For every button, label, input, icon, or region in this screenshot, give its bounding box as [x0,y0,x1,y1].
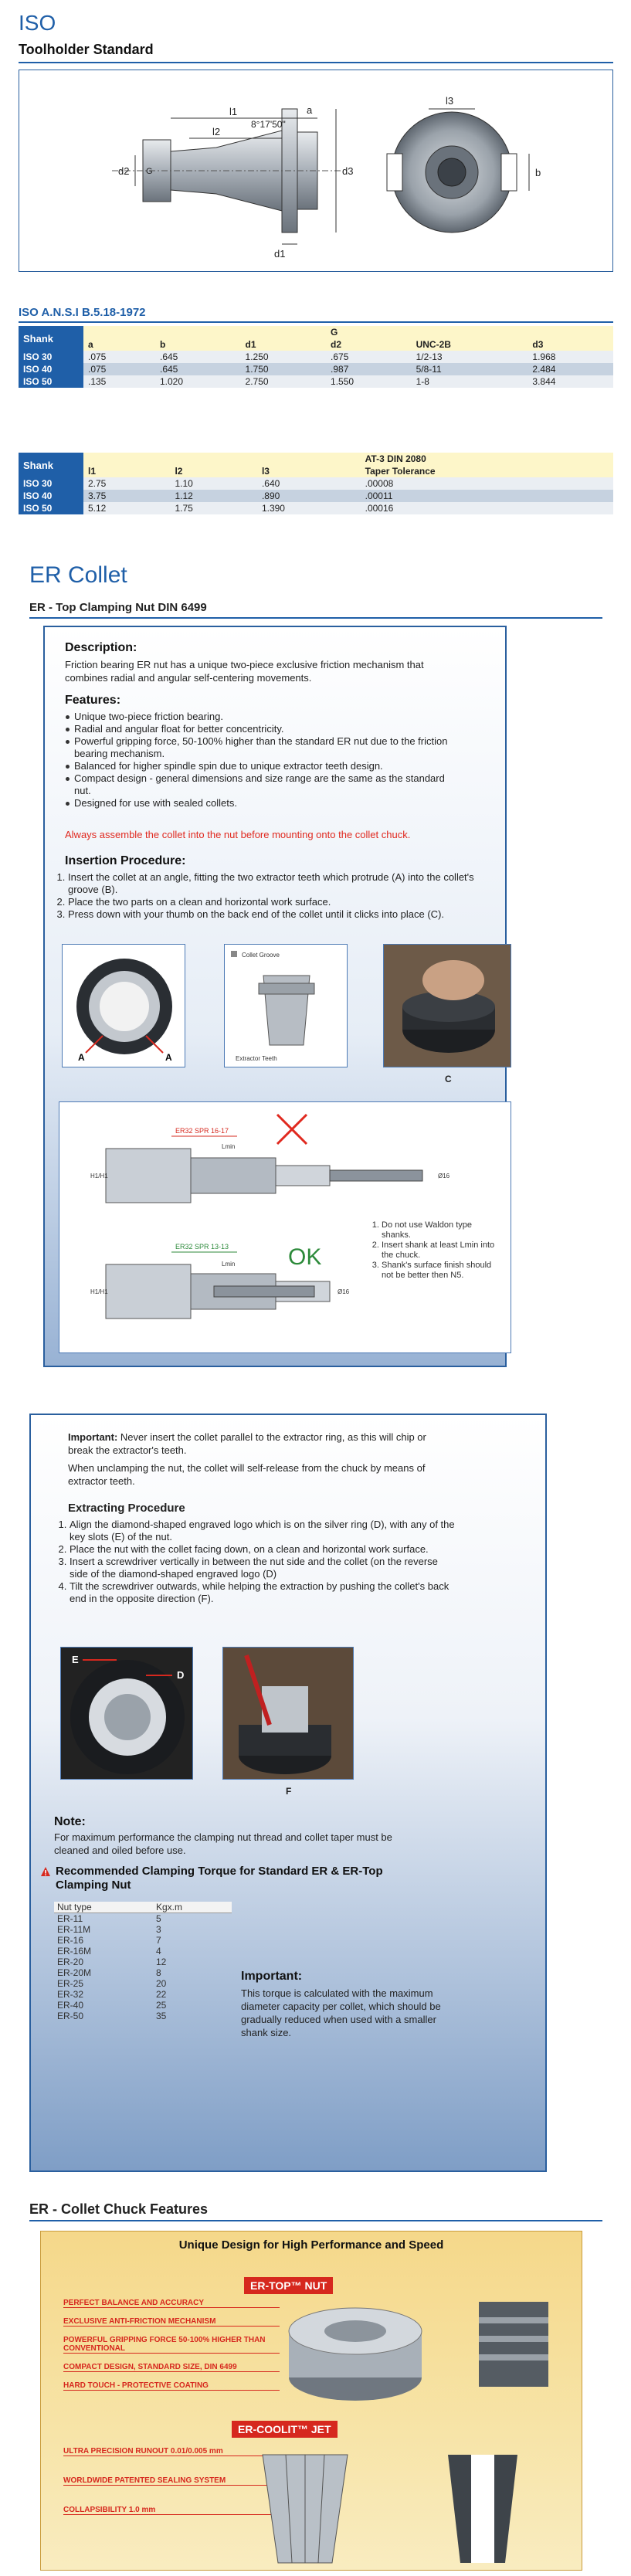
dim-g: G [146,167,153,176]
nut-tag: ER-TOP™ NUT [244,2277,333,2294]
iso-title: ISO [19,11,56,35]
er-title: ER Collet [29,562,127,588]
shank-cell: ISO 30 [19,477,83,490]
collet-side-image [433,2447,533,2571]
torque-cell: 3 [155,1924,161,1935]
thumb-press-svg [384,945,512,1068]
shank-cell: ISO 40 [19,490,83,502]
torque-table [54,1902,232,2021]
table-cell: 3.844 [532,376,556,387]
table-cell: 1.968 [532,351,556,362]
important-text [68,1431,439,1457]
table-row [19,375,613,388]
table-cell: .00011 [365,490,393,501]
nut-side-svg [463,2294,564,2394]
extract-step: 1. Align the diamond-shaped engraved logo which is on the silver ring (D), with any of the key slots (E) of the nut. [70,1519,457,1543]
chuck-feature [63,2317,280,2327]
table-at3-header: AT-3 DIN 2080 [365,453,426,464]
ansi-title: ISO A.N.S.I B.5.18-1972 [19,306,146,319]
table-header-cell: d3 [532,339,544,350]
divider [29,2220,602,2221]
table-cell: .00016 [365,503,394,514]
table-cell: 1.12 [175,490,193,501]
torque-cell: 5 [155,1913,161,1924]
label-d: D [177,1669,185,1681]
table-row [19,490,613,502]
er-subtitle: ER - Top Clamping Nut DIN 6499 [29,601,207,614]
chuck-feature-label: POWERFUL GRIPPING FORCE 50-100% HIGHER THAN CONVENTIONAL [63,2336,266,2353]
torque-title: Recommended Clamping Torque for Standard ER & ER-Top Clamping Nut [56,1865,383,1892]
dim-angle: 8°17'50" [251,119,286,130]
toolholder-svg [19,70,614,273]
chuck-title: ER - Collet Chuck Features [29,2201,209,2217]
drawing-note: 1. Do not use Waldon type shanks. [382,1220,499,1240]
table-row [54,1935,232,1946]
table-cell: 1.75 [175,503,193,514]
table-row [19,502,613,514]
leader-line [63,2390,280,2391]
feature-item: Compact design - general dimensions and size range are the same as the standard nut. [65,772,451,797]
dim-b: b [535,167,541,178]
feature-item: Balanced for higher spindle spin due to unique extractor teeth design. [65,760,451,772]
drawing-d1: H1/H1 [90,1173,108,1179]
ok-label: OK [288,1244,322,1270]
chuck-feature-label: WORLDWIDE PATENTED SEALING SYSTEM [63,2476,226,2485]
insertion-image-b [224,944,348,1067]
table-cell: .135 [88,376,107,387]
table-row [54,1957,232,1967]
torque-header: Nut type [54,1902,153,1913]
dim-d3: d3 [342,165,354,177]
chuck-feature [63,2299,280,2308]
extract-image-f [222,1647,354,1780]
table-g-header: G [331,327,338,338]
table-header-cell: l3 [261,466,270,477]
torque-cell: 12 [155,1957,167,1967]
table-cell: .640 [261,478,280,489]
chuck-feature-label: COMPACT DESIGN, STANDARD SIZE, DIN 6499 [63,2363,237,2371]
torque-header: Kgx.m [153,1902,232,1913]
table-cell: .075 [88,364,107,375]
chuck-feature-label: EXCLUSIVE ANTI-FRICTION MECHANISM [63,2317,216,2326]
table-cell: 1-8 [416,376,429,387]
torque-cell: ER-32 [57,1989,84,2000]
label-a: A [165,1052,172,1063]
torque-cell: ER-11M [57,1924,91,1935]
dim-l1: l1 [229,106,238,117]
torque-cell: 8 [155,1967,161,1978]
table-shank-header: Shank [19,326,83,351]
leader-line [63,2353,280,2354]
table-cell: 2.75 [88,478,107,489]
chuck-feature [63,2336,280,2354]
table-cell: .675 [331,351,349,362]
drawing-notes [368,1220,499,1281]
features-list [65,711,451,809]
table-cell: 1.020 [159,376,184,387]
dim-d1: d1 [274,248,286,260]
table-row [19,477,613,490]
extract-image-ed [60,1647,193,1780]
drawing-note: 3. Shank's surface finish should not be better then N5. [382,1261,499,1281]
torque-cell: 7 [155,1935,161,1946]
table-cell: 5.12 [88,503,107,514]
important-label: Important: [68,1431,118,1443]
jet-tag: ER-COOLIT™ JET [232,2421,338,2438]
extract-title: Extracting Procedure [68,1502,185,1515]
table-row [54,1924,232,1935]
leader-line [63,2307,280,2308]
insertion-image-a [62,944,185,1067]
table-row [19,351,613,363]
collet-image [247,2447,363,2571]
nut-ring-svg [63,945,186,1068]
feature-item: Radial and angular float for better concentricity. [65,723,451,735]
shank-cell: ISO 30 [19,351,83,363]
warning-icon [40,1866,51,1877]
table-cell: .987 [331,364,349,375]
features-title: Features: [65,694,121,707]
dim-l3: l3 [446,95,454,107]
important3-text: This torque is calculated with the maximum diameter capacity per collet, which should be gradually reduced when used with a smaller shank size. [241,1987,441,2038]
iso-subtitle: Toolholder Standard [19,42,154,57]
drawing-tag-top: ER32 SPR 16-17 [175,1127,229,1135]
feature-item: Powerful gripping force, 50-100% higher than the standard ER nut due to the friction bearing mechanism. [65,735,451,760]
drawing-tag-bottom: ER32 SPR 13-13 [175,1243,229,1251]
torque-cell: ER-20M [57,1967,92,1978]
extract-step: 4. Tilt the screwdriver outwards, while helping the extraction by pushing the collet's back end in the opposite direction (F). [70,1580,457,1605]
assembly-warning: Always assemble the collet into the nut before mounting onto the collet chuck. [65,829,411,840]
torque-cell: ER-20 [57,1957,84,1967]
torque-cell: ER-25 [57,1978,84,1989]
torque-cell: 35 [155,2011,167,2021]
table-cell: .645 [159,351,178,362]
label-teeth: Extractor Teeth [236,1055,277,1062]
shank-cell: ISO 50 [19,375,83,388]
divider [29,617,602,619]
table-cell: .00008 [365,478,394,489]
important3-title: Important: [241,1970,303,1983]
label-f: F [286,1786,292,1797]
chuck-feature-label: PERFECT BALANCE AND ACCURACY [63,2299,205,2307]
feature-item: Unique two-piece friction bearing. [65,711,451,723]
chuck-feature [63,2381,280,2391]
nut-image [278,2293,433,2408]
insertion-step: 1. Insert the collet at an angle, fitting the two extractor teeth which protrude (A) into the collet's groove (B). [68,871,487,896]
table-row [19,363,613,375]
extract-step: 3. Insert a screwdriver vertically in between the nut side and the collet (on the reverse side of the diamond-shaped engraved logo (D) [70,1556,457,1580]
table-cell: .075 [88,351,107,362]
divider [19,62,613,63]
extract-list [56,1519,457,1605]
drawing-lmin: Lmin [222,1261,236,1268]
table-shank-header: Shank [19,453,83,477]
chuck-feature-label: ULTRA PRECISION RUNOUT 0.01/0.005 mm [63,2447,223,2456]
table-header-cell: UNC-2B [416,339,451,350]
er-top-nut-svg [278,2293,433,2408]
table-cell: 1/2-13 [416,351,443,362]
table-cell: .890 [261,490,280,501]
drawing-d1: H1/H1 [90,1288,108,1295]
table-cell: 2.750 [245,376,269,387]
chuck-feature-label: COLLAPSIBILITY 1.0 mm [63,2506,156,2514]
insertion-image-c [383,944,511,1067]
table-header-cell: d1 [245,339,256,350]
insertion-step: 3. Press down with your thumb on the back end of the collet until it clicks into place (C). [68,908,487,921]
torque-cell: 20 [155,1978,167,1989]
table-cell: 1.10 [175,478,193,489]
drawing-note: 2. Insert shank at least Lmin into the chuck. [382,1240,499,1261]
table-row [54,1946,232,1957]
collet-svg [225,945,348,1068]
nut-features [63,2299,280,2400]
drawing-d2: Ø16 [438,1173,450,1179]
table-cell: 1.750 [245,364,269,375]
table-row [54,2000,232,2011]
torque-cell: ER-16M [57,1946,92,1957]
table-header-cell: b [159,339,166,350]
label-e: E [72,1654,79,1665]
note-title: Note: [54,1815,86,1828]
screwdriver-svg [223,1648,355,1780]
nut-top-svg [61,1648,194,1780]
torque-cell: ER-16 [57,1935,84,1946]
table-cell: 3.75 [88,490,107,501]
table-header-cell: d2 [331,339,342,350]
ansi-table-1 [19,326,613,388]
shank-cell: ISO 40 [19,363,83,375]
table-cell: .645 [159,364,178,375]
dim-l2: l2 [212,126,221,137]
torque-cell: ER-50 [57,2011,84,2021]
shank-cell: ISO 50 [19,502,83,514]
table-row [54,1978,232,1989]
torque-cell: 25 [155,2000,167,2011]
table-cell: 1.390 [261,503,285,514]
insertion-step: 2. Place the two parts on a clean and horizontal work surface. [68,896,487,908]
note-text: For maximum performance the clamping nut thread and collet taper must be cleaned and oiled before use. [54,1831,392,1856]
insertion-list [54,871,487,921]
leader-line [63,2371,280,2372]
nut-side-image [463,2294,564,2394]
table-row [54,1967,232,1978]
table-header-cell: l2 [175,466,183,477]
chuck-banner: Unique Design for High Performance and Speed [178,2238,444,2252]
extract-step: 2. Place the nut with the collet facing down, on a clean and horizontal work surface. [70,1543,457,1556]
table-cell: 2.484 [532,364,556,375]
label-groove: Collet Groove [242,952,280,959]
torque-cell: 4 [155,1946,161,1957]
table-cell: 5/8-11 [416,364,442,375]
divider [19,321,613,323]
feature-item: Designed for use with sealed collets. [65,797,451,809]
label-c: C [445,1074,452,1084]
drawing-d2: Ø16 [338,1288,350,1295]
torque-cell: ER-40 [57,2000,84,2011]
description-title: Description: [65,641,137,654]
coolit-collet-svg [247,2447,363,2571]
table-header-cell: l1 [88,466,97,477]
table-row [54,1913,232,1925]
toolholder-drawing [19,70,613,272]
chuck-feature [63,2363,280,2372]
table-header-cell: Taper Tolerance [365,466,436,477]
important-text-2: When unclamping the nut, the collet will self-release from the chuck by means of extractor teeth. [68,1462,426,1487]
torque-cell: ER-11 [57,1913,83,1924]
dim-d2: d2 [118,165,130,177]
table-row [54,1989,232,2000]
leader-line [63,2326,280,2327]
table-header-cell: a [88,339,93,350]
table-row [54,2011,232,2021]
torque-cell: 22 [155,1989,167,2000]
dim-a: a [307,104,313,116]
chuck-feature-label: HARD TOUCH - PROTECTIVE COATING [63,2381,209,2390]
description-text: Friction bearing ER nut has a unique two-piece exclusive friction mechanism that combines radial and angular self-centering movements. [65,659,424,684]
drawing-lmin: Lmin [222,1143,236,1150]
table-cell: 1.550 [331,376,355,387]
label-a: A [78,1052,85,1063]
important-body: Never insert the collet parallel to the extractor ring, as this will chip or break the extractor's teeth. [68,1431,426,1456]
insertion-title: Insertion Procedure: [65,854,186,867]
table-cell: 1.250 [245,351,269,362]
ansi-table-2 [19,453,613,514]
collet-side-svg [433,2447,533,2571]
